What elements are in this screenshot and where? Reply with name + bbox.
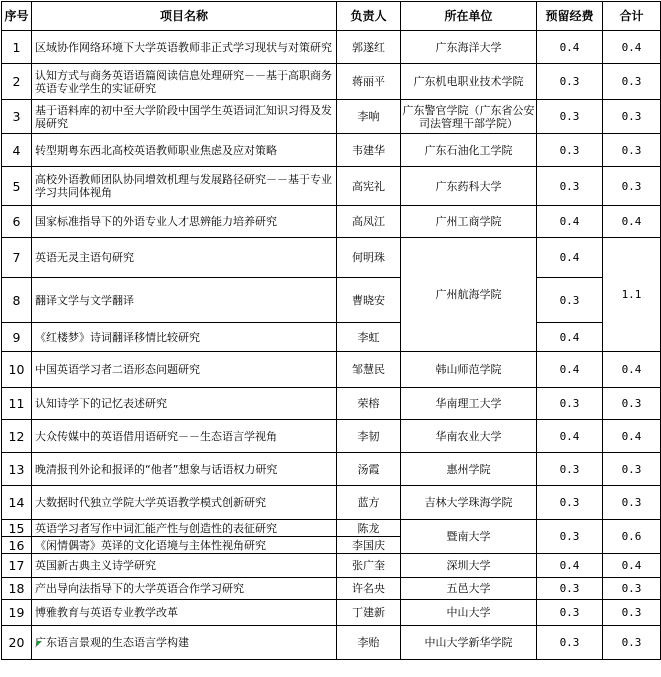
- row-no: 4: [2, 134, 32, 167]
- row-total: 0.3: [603, 453, 661, 486]
- row-no: 9: [2, 323, 32, 352]
- row-total: 0.4: [603, 206, 661, 238]
- row-name: 中国英语学习者二语形态问题研究: [32, 352, 337, 388]
- table-row: [2, 323, 661, 352]
- table-row: [2, 600, 661, 626]
- row-fee: 0.3: [537, 600, 603, 626]
- row-name: 认知诗学下的记忆表述研究: [32, 388, 337, 420]
- table-row: [2, 238, 661, 278]
- table-row: [2, 64, 661, 100]
- table-row: [2, 486, 661, 520]
- table-row: [2, 352, 661, 388]
- row-no: 8: [2, 278, 32, 323]
- row-leader: 许名央: [337, 578, 401, 600]
- row-name: 产出导向法指导下的大学英语合作学习研究: [32, 578, 337, 600]
- row-no: 16: [2, 537, 32, 554]
- row-total: 0.3: [603, 167, 661, 206]
- row-leader: 郭遂红: [337, 31, 401, 64]
- row-unit: 深圳大学: [401, 554, 537, 578]
- row-unit: 广东药科大学: [401, 167, 537, 206]
- row-name: 区域协作网络环境下大学英语教师非正式学习现状与对策研究: [32, 31, 337, 64]
- row-no: 20: [2, 626, 32, 660]
- row-unit: 中山大学新华学院: [401, 626, 537, 660]
- header-leader: 负责人: [337, 2, 401, 31]
- row-total: 0.6: [603, 520, 661, 554]
- table-row: [2, 206, 661, 238]
- row-unit: 广州工商学院: [401, 206, 537, 238]
- row-total: 0.4: [603, 420, 661, 453]
- row-fee: 0.4: [537, 206, 603, 238]
- row-no: 15: [2, 520, 32, 537]
- table-row: [2, 453, 661, 486]
- header-no: 序号: [2, 2, 32, 31]
- header-row: [2, 2, 661, 31]
- row-no: 18: [2, 578, 32, 600]
- row-no: 10: [2, 352, 32, 388]
- row-leader: 汤霞: [337, 453, 401, 486]
- table-row: [2, 31, 661, 64]
- row-leader: 荣榕: [337, 388, 401, 420]
- row-leader: 高宪礼: [337, 167, 401, 206]
- row-fee: 0.3: [537, 520, 603, 554]
- row-fee: 0.3: [537, 134, 603, 167]
- row-total: 0.4: [603, 352, 661, 388]
- row-no: 1: [2, 31, 32, 64]
- row-fee: 0.4: [537, 420, 603, 453]
- row-name: 英语学习者写作中词汇能产性与创造性的表征研究: [32, 520, 337, 537]
- row-leader: 丁建新: [337, 600, 401, 626]
- row-no: 19: [2, 600, 32, 626]
- row-no: 12: [2, 420, 32, 453]
- row-unit: 五邑大学: [401, 578, 537, 600]
- row-fee: 0.4: [537, 323, 603, 352]
- row-unit: 华南理工大学: [401, 388, 537, 420]
- row-name: 《闲情偶寄》英译的文化语境与主体性视角研究: [32, 537, 337, 554]
- row-unit: 广东石油化工学院: [401, 134, 537, 167]
- row-name: 英国新古典主义诗学研究: [32, 554, 337, 578]
- row-leader: 张广奎: [337, 554, 401, 578]
- header-unit: 所在单位: [401, 2, 537, 31]
- row-total: 1.1: [603, 238, 661, 352]
- row-name: 英语无灵主语句研究: [32, 238, 337, 278]
- row-total: 0.3: [603, 64, 661, 100]
- table-row: [2, 100, 661, 134]
- row-unit: 韩山师范学院: [401, 352, 537, 388]
- row-total: 0.4: [603, 31, 661, 64]
- row-leader: 李虹: [337, 323, 401, 352]
- row-leader: 李贻: [337, 626, 401, 660]
- row-name: 基于语料库的初中至大学阶段中国学生英语词汇知识习得及发展研究: [32, 100, 337, 134]
- row-total: 0.4: [603, 554, 661, 578]
- table-row: [2, 167, 661, 206]
- header-name: 项目名称: [32, 2, 337, 31]
- row-total: 0.3: [603, 134, 661, 167]
- table-row: [2, 278, 661, 323]
- row-leader: 蒋丽平: [337, 64, 401, 100]
- row-leader: 李韧: [337, 420, 401, 453]
- row-fee: 0.4: [537, 31, 603, 64]
- row-leader: 李响: [337, 100, 401, 134]
- row-name: 认知方式与商务英语语篇阅读信息处理研究－－基于高职商务英语专业学生的实证研究: [32, 64, 337, 100]
- row-no: 5: [2, 167, 32, 206]
- table-row: [2, 420, 661, 453]
- row-fee: 0.3: [537, 100, 603, 134]
- table-row: [2, 578, 661, 600]
- row-fee: 0.3: [537, 486, 603, 520]
- row-name: 高校外语教师团队协同增效机理与发展路径研究－－基于专业学习共同体视角: [32, 167, 337, 206]
- row-total: 0.3: [603, 578, 661, 600]
- project-table: [1, 1, 661, 660]
- row-no: 11: [2, 388, 32, 420]
- row-no: 17: [2, 554, 32, 578]
- row-unit: 惠州学院: [401, 453, 537, 486]
- row-leader: 邹慧民: [337, 352, 401, 388]
- row-name: 转型期粤东西北高校英语教师职业焦虑及应对策略: [32, 134, 337, 167]
- row-leader: 韦建华: [337, 134, 401, 167]
- row-fee: 0.3: [537, 167, 603, 206]
- row-fee: 0.3: [537, 626, 603, 660]
- table-row: [2, 626, 661, 660]
- row-name: 晚清报刊外论和报译的“他者”想象与话语权力研究: [32, 453, 337, 486]
- row-no: 13: [2, 453, 32, 486]
- row-unit: 暨南大学: [401, 520, 537, 554]
- row-unit: 广东机电职业技术学院: [401, 64, 537, 100]
- header-total: 合计: [603, 2, 661, 31]
- row-fee: 0.3: [537, 64, 603, 100]
- row-total: 0.3: [603, 388, 661, 420]
- row-fee: 0.4: [537, 238, 603, 278]
- row-leader: 何明珠: [337, 238, 401, 278]
- row-name: 博雅教育与英语专业教学改革: [32, 600, 337, 626]
- row-name: 《红楼梦》诗词翻译移情比较研究: [32, 323, 337, 352]
- row-name: 国家标准指导下的外语专业人才思辨能力培养研究: [32, 206, 337, 238]
- row-leader: 高凤江: [337, 206, 401, 238]
- row-fee: 0.3: [537, 453, 603, 486]
- row-unit: 中山大学: [401, 600, 537, 626]
- row-leader: 曹晓安: [337, 278, 401, 323]
- row-fee: 0.3: [537, 278, 603, 323]
- row-no: 2: [2, 64, 32, 100]
- row-total: 0.3: [603, 486, 661, 520]
- row-leader: 李国庆: [337, 537, 401, 554]
- table-row: [2, 388, 661, 420]
- row-unit: 吉林大学珠海学院: [401, 486, 537, 520]
- row-unit: 广东警官学院（广东省公安司法管理干部学院）: [401, 100, 537, 134]
- row-unit: 华南农业大学: [401, 420, 537, 453]
- row-name: 大数据时代独立学院大学英语教学模式创新研究: [32, 486, 337, 520]
- row-unit: 广东海洋大学: [401, 31, 537, 64]
- row-name: 翻译文学与文学翻译: [32, 278, 337, 323]
- row-total: 0.3: [603, 626, 661, 660]
- row-total: 0.3: [603, 600, 661, 626]
- row-fee: 0.3: [537, 578, 603, 600]
- row-no: 14: [2, 486, 32, 520]
- row-fee: 0.4: [537, 554, 603, 578]
- row-leader: 蓝方: [337, 486, 401, 520]
- row-name: 广东语言景观的生态语言学构建: [32, 626, 337, 660]
- table-row: [2, 134, 661, 167]
- row-fee: 0.4: [537, 352, 603, 388]
- row-no: 7: [2, 238, 32, 278]
- row-fee: 0.3: [537, 388, 603, 420]
- cell-comment-marker: [37, 641, 42, 646]
- row-no: 3: [2, 100, 32, 134]
- header-fee: 预留经费: [537, 2, 603, 31]
- row-name: 大众传媒中的英语借用语研究－－生态语言学视角: [32, 420, 337, 453]
- row-no: 6: [2, 206, 32, 238]
- row-leader: 陈龙: [337, 520, 401, 537]
- table-row: [2, 520, 661, 537]
- row-unit: 广州航海学院: [401, 238, 537, 352]
- table-row: [2, 554, 661, 578]
- row-total: 0.3: [603, 100, 661, 134]
